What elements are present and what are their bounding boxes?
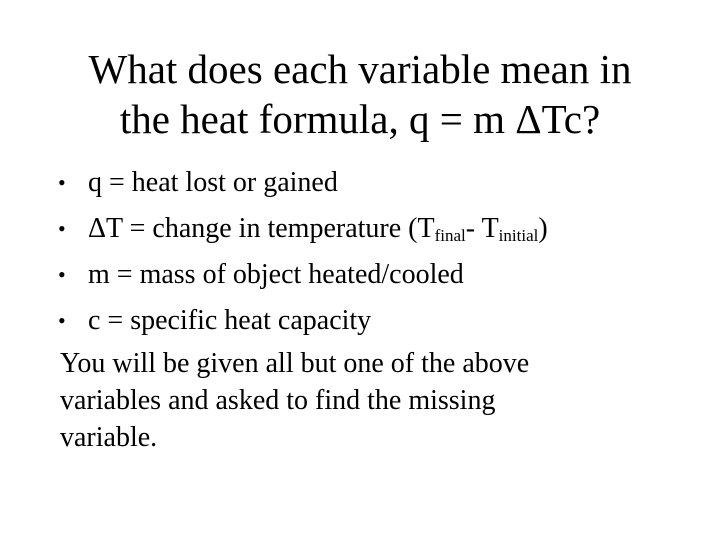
- title-line-1: What does each variable mean in: [88, 46, 632, 92]
- delta-t-text-before: ΔT = change in temperature (T: [88, 213, 435, 244]
- bullet-dot-icon: •: [58, 170, 66, 195]
- bullet-text: q = heat lost or gained: [88, 167, 338, 198]
- paragraph-line-2: variables and asked to find the missing: [60, 385, 496, 416]
- paragraph-line-3: variable.: [60, 422, 158, 453]
- explanation-paragraph: [60, 345, 680, 456]
- bullet-text: c = specific heat capacity: [88, 305, 372, 336]
- bullet-item-mass: [58, 252, 698, 298]
- delta-t-text-mid: - T: [465, 213, 499, 244]
- slide-title: [40, 44, 680, 144]
- paragraph-line-1: You will be given all but one of the above: [60, 348, 530, 379]
- bullet-dot-icon: •: [58, 308, 66, 333]
- delta-t-text-after: ): [538, 213, 548, 244]
- subscript-initial: initial: [498, 226, 539, 245]
- bullet-item-heat: [58, 160, 698, 206]
- bullet-dot-icon: •: [58, 216, 66, 241]
- bullet-item-delta-t: [58, 206, 698, 252]
- bullet-item-specific-heat: [58, 298, 698, 344]
- bullet-text: m = mass of object heated/cooled: [88, 259, 464, 290]
- bullet-list: [58, 160, 698, 344]
- bullet-dot-icon: •: [58, 262, 66, 287]
- title-line-2: the heat formula, q = m ΔTc?: [119, 96, 601, 142]
- bullet-text: [88, 213, 548, 244]
- subscript-final: final: [434, 226, 466, 245]
